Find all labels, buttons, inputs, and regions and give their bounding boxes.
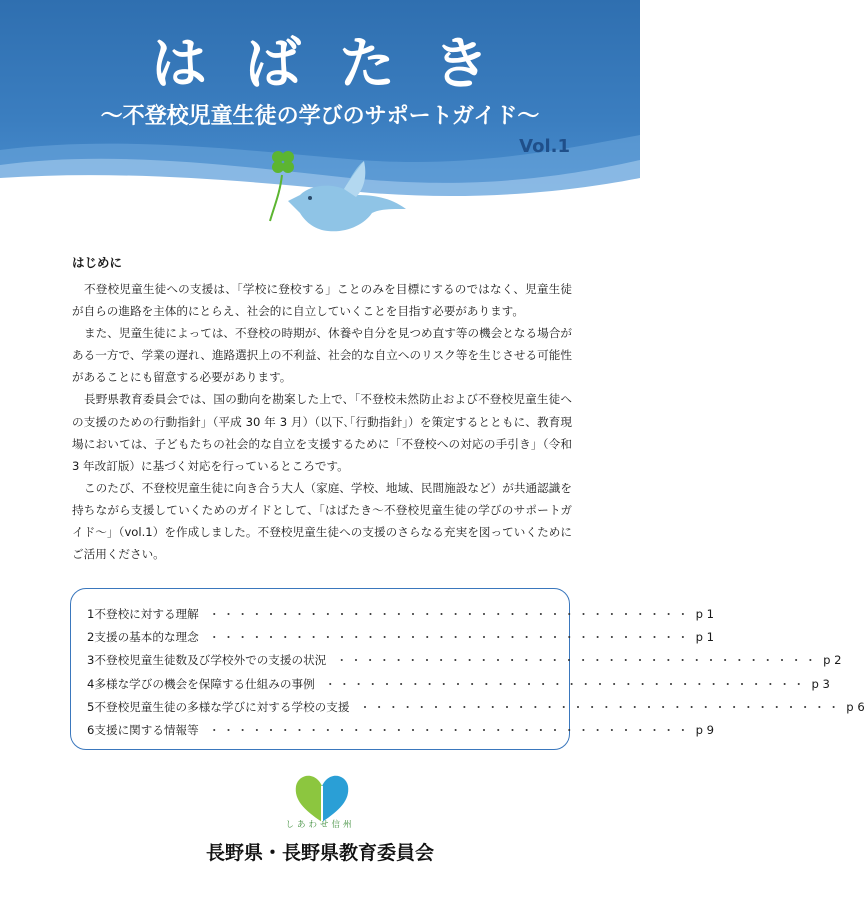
bird-with-clover-illustration — [240, 135, 410, 245]
toc-page: p 9 — [695, 723, 714, 738]
intro-paragraph-2: また、児童生徒によっては、不登校の時期が、休養や自分を見つめ直す等の機会となる場合がある一方で、学業の遅れ、進路選択上の不利益、社会的な自立へのリスク等を生じさせる可能性があることにも留意する必要があります。 — [72, 326, 572, 385]
toc-page: p 6 — [846, 699, 865, 714]
toc-leader: ・・・・・・・・・・・・・・・・・・・・・・・・・・・・・・・・・・ — [359, 700, 843, 714]
clover-icon — [270, 151, 294, 221]
toc-number: 4 — [87, 676, 95, 691]
toc-number: 5 — [87, 699, 95, 714]
toc-label: 支援の基本的な理念 — [94, 630, 199, 645]
logo-caption: しあわせ信州 — [285, 820, 355, 830]
publisher-name: 長野県・長野県教育委員会 — [205, 842, 434, 864]
table-of-contents — [70, 588, 865, 750]
toc-item[interactable] — [87, 626, 714, 649]
toc-number: 3 — [87, 653, 95, 668]
document-title: はばたき — [151, 32, 527, 97]
toc-item[interactable] — [87, 649, 842, 672]
intro-paragraph-1: 不登校児童生徒への支援は、「学校に登校する」ことのみを目標にするのではなく、児童生徒が自らの進路を主体的にとらえ、社会的に自立していくことを目指す必要があります。 — [72, 282, 572, 319]
intro-paragraph-3: 長野県教育委員会では、国の動向を勘案した上で、「不登校未然防止および不登校児童生徒への支援のための行動指針」（平成 30 年 3 月）（以下､｢行動指針｣）を策定するとともに、教育現場においては、子どもたちの社会的な自立を支援するために「不登校への対応の手引き」（令和 3 年改訂版）に基づく対応を行っているところです。 — [72, 392, 572, 473]
toc-number: 6 — [87, 723, 95, 738]
toc-page: p 2 — [823, 653, 842, 668]
toc-page: p 1 — [695, 630, 714, 645]
toc-item[interactable] — [87, 719, 714, 742]
toc-number: 2 — [87, 630, 95, 645]
toc-label: 不登校児童生徒数及び学校外での支援の状況 — [94, 653, 327, 668]
toc-label: 多様な学びの機会を保障する仕組みの事例 — [94, 676, 315, 691]
toc-item[interactable] — [87, 603, 714, 626]
toc-page: p 1 — [695, 607, 714, 621]
document-subtitle: ～不登校児童生徒の学びのサポートガイド～ — [100, 104, 540, 129]
volume-label: Vol.1 — [519, 136, 570, 157]
toc-leader: ・・・・・・・・・・・・・・・・・・・・・・・・・・・・・・・・・・ — [324, 677, 808, 691]
toc-label: 不登校児童生徒の多様な学びに対する学校の支援 — [94, 699, 350, 714]
toc-label: 支援に関する情報等 — [94, 723, 199, 738]
toc-label: 不登校に対する理解 — [94, 607, 199, 621]
bird-icon — [288, 161, 406, 231]
toc-leader: ・・・・・・・・・・・・・・・・・・・・・・・・・・・・・・・・・・ — [336, 654, 820, 668]
toc-item[interactable] — [87, 673, 830, 696]
toc-leader: ・・・・・・・・・・・・・・・・・・・・・・・・・・・・・・・・・・ — [208, 631, 692, 645]
toc-leader: ・・・・・・・・・・・・・・・・・・・・・・・・・・・・・・・・・・ — [208, 608, 692, 621]
introduction-section — [72, 252, 572, 565]
toc-item[interactable] — [87, 696, 865, 719]
toc-page: p 3 — [811, 676, 830, 691]
toc-leader: ・・・・・・・・・・・・・・・・・・・・・・・・・・・・・・・・・・ — [208, 724, 692, 738]
intro-paragraph-4: このたび、不登校児童生徒に向き合う大人（家庭、学校、地域、民間施設など）が共通認識を持ちながら支援していくためのガイドとして、「はばたき～不登校児童生徒の学びのサポートガイド～」（vol.1）を作成しました。不登校児童生徒への支援のさらなる充実を図っていくためにご活用ください。 — [72, 480, 572, 562]
toc-number: 1 — [87, 607, 95, 621]
introduction-heading: はじめに — [72, 255, 123, 270]
